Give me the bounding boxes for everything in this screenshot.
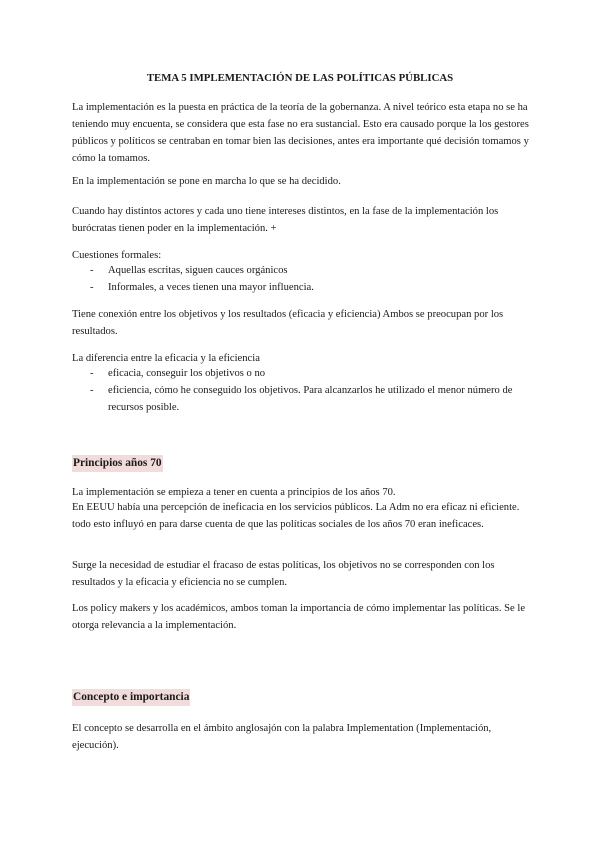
dash-bullet: - bbox=[90, 385, 94, 396]
list-item: - Informales, a veces tienen una mayor influencia. bbox=[72, 279, 530, 296]
section-heading-concepto: Concepto e importancia bbox=[72, 689, 190, 706]
section1-paragraph-4: Los policy makers y los académicos, ambos toman la importancia de cómo implementar las políticas. Se le otorga relevancia a la implementación. bbox=[72, 603, 526, 631]
list-item: - eficacia, conseguir los objetivos o no bbox=[72, 365, 530, 382]
cuestiones-list bbox=[72, 262, 530, 296]
cuestiones-label: Cuestiones formales: bbox=[72, 250, 162, 261]
intro-paragraph-4: Tiene conexión entre los objetivos y los resultados (eficacia y eficiencia) Ambos se preocupan por los resultados. bbox=[72, 309, 504, 337]
diferencia-label: La diferencia entre la eficacia y la eficiencia bbox=[72, 353, 260, 364]
document-title: TEMA 5 IMPLEMENTACIÓN DE LAS POLÍTICAS PÚBLICAS bbox=[146, 72, 454, 84]
intro-paragraph-2: En la implementación se pone en marcha lo que se ha decidido. bbox=[72, 176, 341, 187]
intro-paragraph-1: La implementación es la puesta en práctica de la teoría de la gobernanza. A nivel teórico esta etapa no se ha teniendo muy encuenta, se considera que esta fase no era sustancial. Esto era causado porque la los gestores públicos y políticos se centraban en tomar bien las decisiones, antes era importante qué decisión tomamos y cómo la tomamos. bbox=[72, 102, 529, 164]
list-item: - Aquellas escritas, siguen cauces orgánicos bbox=[72, 262, 530, 279]
section1-paragraph-3: Surge la necesidad de estudiar el fracaso de estas políticas, los objetivos no se corresponden con los resultados y la eficacia y eficiencia no se cumplen. bbox=[72, 560, 495, 588]
intro-paragraph-3: Cuando hay distintos actores y cada uno tiene intereses distintos, en la fase de la implementación los burócratas tienen poder en la implementación. + bbox=[72, 206, 499, 234]
section-heading-principios: Principios años 70 bbox=[72, 455, 163, 472]
section2-paragraph-1: El concepto se desarrolla en el ámbito anglosajón con la palabra Implementation (Implementación, ejecución). bbox=[72, 723, 492, 751]
list-item: - eficiencia, cómo he conseguido los objetivos. Para alcanzarlos he utilizado el menor número de recursos posible. bbox=[72, 382, 530, 416]
dash-bullet: - bbox=[90, 282, 94, 293]
section1-paragraph-2: En EEUU había una percepción de ineficacia en los servicios públicos. La Adm no era eficaz ni eficiente. todo esto influyó en para darse cuenta de que las políticas sociales de los años 70 eran ineficaces. bbox=[72, 502, 520, 530]
dash-bullet: - bbox=[90, 265, 94, 276]
dash-bullet: - bbox=[90, 368, 94, 379]
diferencia-list bbox=[72, 365, 530, 416]
section1-paragraph-1: La implementación se empieza a tener en cuenta a principios de los años 70. bbox=[72, 487, 396, 498]
